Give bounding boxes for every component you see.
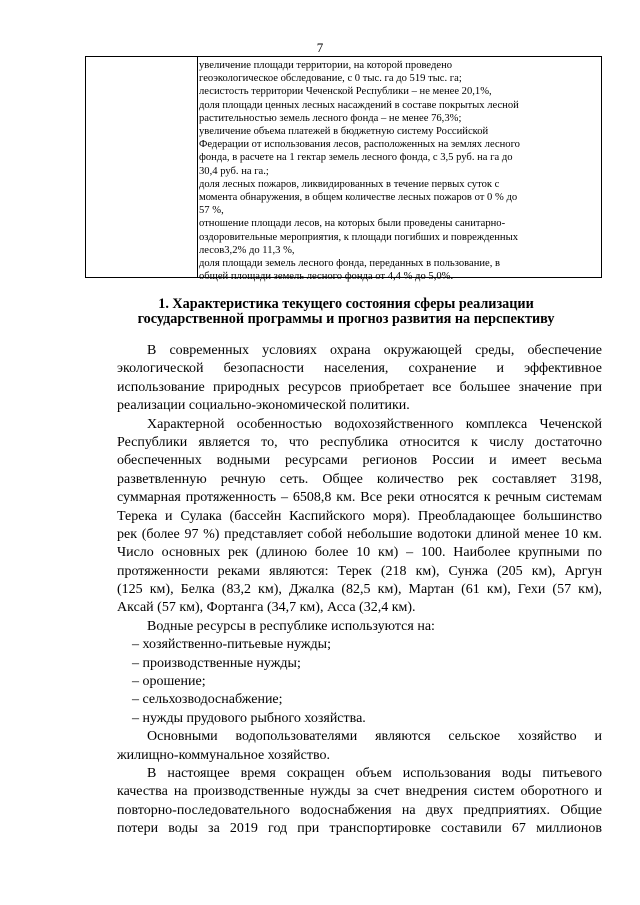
table-right-cell xyxy=(199,59,598,283)
body-line: Характерной особенностью водохозяйственного комплекса Чеченской xyxy=(147,416,602,432)
body-line: – орошение; xyxy=(132,674,206,690)
body-line: Аксай (57 км), Фортанга (34,7 км), Асса (32,4 км). xyxy=(117,600,416,616)
body-line: Основными водопользователями являются сельское хозяйство и xyxy=(147,729,602,745)
table-line: доля площади земель лесного фонда, переданных в пользование, в xyxy=(199,258,501,270)
body-text xyxy=(117,342,602,839)
table-line: геоэкологическое обследование, с 0 тыс. га до 519 тыс. га; xyxy=(199,73,462,85)
table-line: доля площади ценных лесных насаждений в составе покрытых лесной xyxy=(199,99,519,111)
table-line: растительностью земель лесного фонда – не менее 76,3%; xyxy=(199,112,462,124)
page-number: 7 xyxy=(316,40,324,55)
table-line: увеличение площади территории, на которой проведено xyxy=(199,60,453,71)
body-line: Терека и Сулака (бассейн Каспийского моря). Преобладающее большинство xyxy=(117,508,602,524)
body-line: – сельхозводоснабжение; xyxy=(132,692,283,708)
table-line: доля лесных пожаров, ликвидированных в течение первых суток с xyxy=(199,178,500,190)
body-line: протяженности реками являются: Терек (218 км), Сунжа (205 км), Аргун xyxy=(117,563,602,579)
body-line: жилищно-коммунальное хозяйство. xyxy=(117,747,330,763)
body-line: потери воды за 2019 год при транспортировке составили 67 миллионов xyxy=(117,821,602,837)
body-line: обеспеченных водными ресурсами регионов России и имеет весьма xyxy=(117,453,602,469)
body-line: реализации социально-экономической политики. xyxy=(117,398,410,414)
table-line: Федерации от использования лесов, расположенных на землях лесного xyxy=(199,139,520,151)
body-line: Республики является то, что республика относится к числу достаточно xyxy=(117,434,602,450)
table-line: фонда, в расчете на 1 гектар земель лесного фонда, с 3,5 руб. на га до xyxy=(199,152,513,164)
table-line: 30,4 руб. на га.; xyxy=(199,165,269,177)
body-line: Число основных рек (длиною более 10 км) – 100. Наиболее крупными по xyxy=(117,545,602,561)
body-line: – производственные нужды; xyxy=(132,655,301,671)
body-line: В настоящее время сокращен объем использования воды питьевого xyxy=(147,765,602,781)
section-heading-line: государственной программы и прогноз развития на перспективу xyxy=(137,311,555,327)
body-line: Водные ресурсы в республике используются на: xyxy=(147,618,435,634)
table-line: общей площади земель лесного фонда от 4,4 % до 5,0%. xyxy=(199,271,454,283)
body-line: – хозяйственно-питьевые нужды; xyxy=(132,637,331,653)
body-line: экологической безопасности населения, сохранение и эффективное xyxy=(117,361,602,377)
table-line: 57 %, xyxy=(199,205,224,217)
body-line: повторно-последовательного водоснабжения на двух предприятиях. Общие xyxy=(117,802,602,818)
section-heading xyxy=(90,297,602,327)
body-line: суммарная протяженность – 6508,8 км. Все реки относятся к речным системам xyxy=(117,490,602,506)
table-line: лесов3,2% до 11,3 %, xyxy=(199,244,295,256)
table-line: оздоровительные мероприятия, к площади погибших и поврежденных xyxy=(199,231,519,243)
table-line: момента обнаружения, в общем количестве лесных пожаров от 0 % до xyxy=(199,192,518,204)
body-line: рек (более 97 %) представляет собой небольшие водотоки длиной менее 10 км. xyxy=(117,526,602,542)
table-left-cell xyxy=(86,57,198,277)
body-line: – нужды прудового рыбного хозяйства. xyxy=(132,710,366,726)
table-line: отношение площади лесов, на которых были проведены санитарно- xyxy=(199,218,506,230)
section-heading-line: 1. Характеристика текущего состояния сферы реализации xyxy=(158,296,534,312)
indicators-table xyxy=(85,56,602,283)
body-line: качества на производственные нужды за счет внедрения систем оборотного и xyxy=(117,784,602,800)
body-line: (125 км), Белка (83,2 км), Джалка (82,5 км), Мартан (61 км), Гехи (57 км), xyxy=(117,582,602,598)
body-line: разветвленную речную сеть. Общее количество рек составляет 3198, xyxy=(117,471,602,487)
table-line: лесистость территории Чеченской Республики – не менее 20,1%, xyxy=(199,86,492,98)
body-line: В современных условиях охрана окружающей среды, обеспечение xyxy=(147,343,602,358)
body-line: использование природных ресурсов приобретает все большее значение при xyxy=(117,379,602,395)
table-line: увеличение объема платежей в бюджетную систему Российской xyxy=(199,126,489,138)
